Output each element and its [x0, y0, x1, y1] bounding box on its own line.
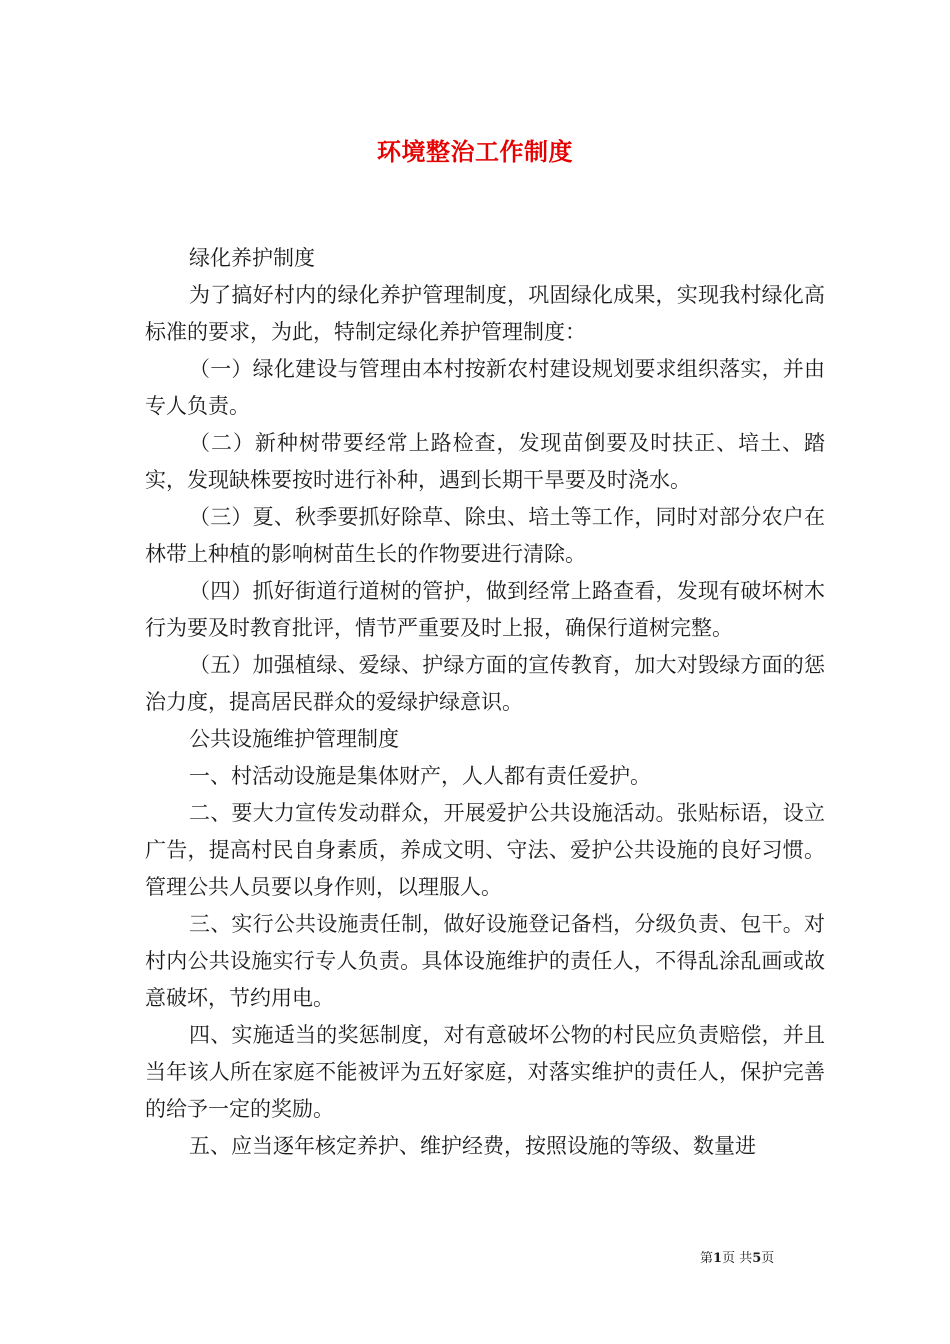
paragraph-facility-1: 一、村活动设施是集体财产，人人都有责任爱护。 [189, 764, 651, 788]
paragraph-item-5: （五）加强植绿、爱绿、护绿方面的宣传教育，加大对毁绿方面的惩治力度，提高居民群众的爱绿护绿意识。 [145, 653, 825, 714]
document-title: 环境整治工作制度 [377, 137, 573, 166]
paragraph-item-2: （二）新种树带要经常上路检查，发现苗倒要及时扶正、培土、踏实，发现缺株要按时进行补种，遇到长期干旱要及时浇水。 [145, 431, 825, 492]
footer-suffix: 页 [761, 1251, 775, 1266]
footer-total-pages: 5 [752, 1251, 762, 1266]
paragraph-facility-2: 二、要大力宣传发动群众，开展爱护公共设施活动。张贴标语，设立广告，提高村民自身素质，养成文明、守法、爱护公共设施的良好习惯。管理公共人员要以身作则，以理服人。 [145, 801, 825, 899]
footer-middle: 页 共 [722, 1251, 753, 1266]
paragraph-item-4: （四）抓好街道行道树的管护，做到经常上路查看，发现有破坏树木行为要及时教育批评，情节严重要及时上报，确保行道树完整。 [145, 579, 825, 640]
paragraph-intro: 为了搞好村内的绿化养护管理制度，巩固绿化成果，实现我村绿化高标准的要求，为此，特制定绿化养护管理制度： [145, 283, 825, 344]
page-footer [700, 1247, 774, 1266]
paragraph-item-1: （一）绿化建设与管理由本村按新农村建设规划要求组织落实，并由专人负责。 [145, 357, 825, 418]
paragraph-facility-4: 四、实施适当的奖惩制度，对有意破坏公物的村民应负责赔偿，并且当年该人所在家庭不能被评为五好家庭，对落实维护的责任人，保护完善的给予一定的奖励。 [145, 1023, 825, 1121]
section-heading-facilities: 公共设施维护管理制度 [189, 727, 399, 751]
footer-current-page: 1 [713, 1251, 723, 1266]
document-body [145, 240, 825, 1165]
paragraph-facility-3: 三、实行公共设施责任制，做好设施登记备档，分级负责、包干。对村内公共设施实行专人负责。具体设施维护的责任人，不得乱涂乱画或故意破坏，节约用电。 [145, 912, 825, 1010]
paragraph-item-3: （三）夏、秋季要抓好除草、除虫、培土等工作，同时对部分农户在林带上种植的影响树苗生长的作物要进行清除。 [145, 505, 825, 566]
section-heading-greening: 绿化养护制度 [189, 246, 315, 270]
footer-prefix: 第 [700, 1251, 714, 1266]
paragraph-facility-5: 五、应当逐年核定养护、维护经费，按照设施的等级、数量进 [189, 1134, 756, 1158]
